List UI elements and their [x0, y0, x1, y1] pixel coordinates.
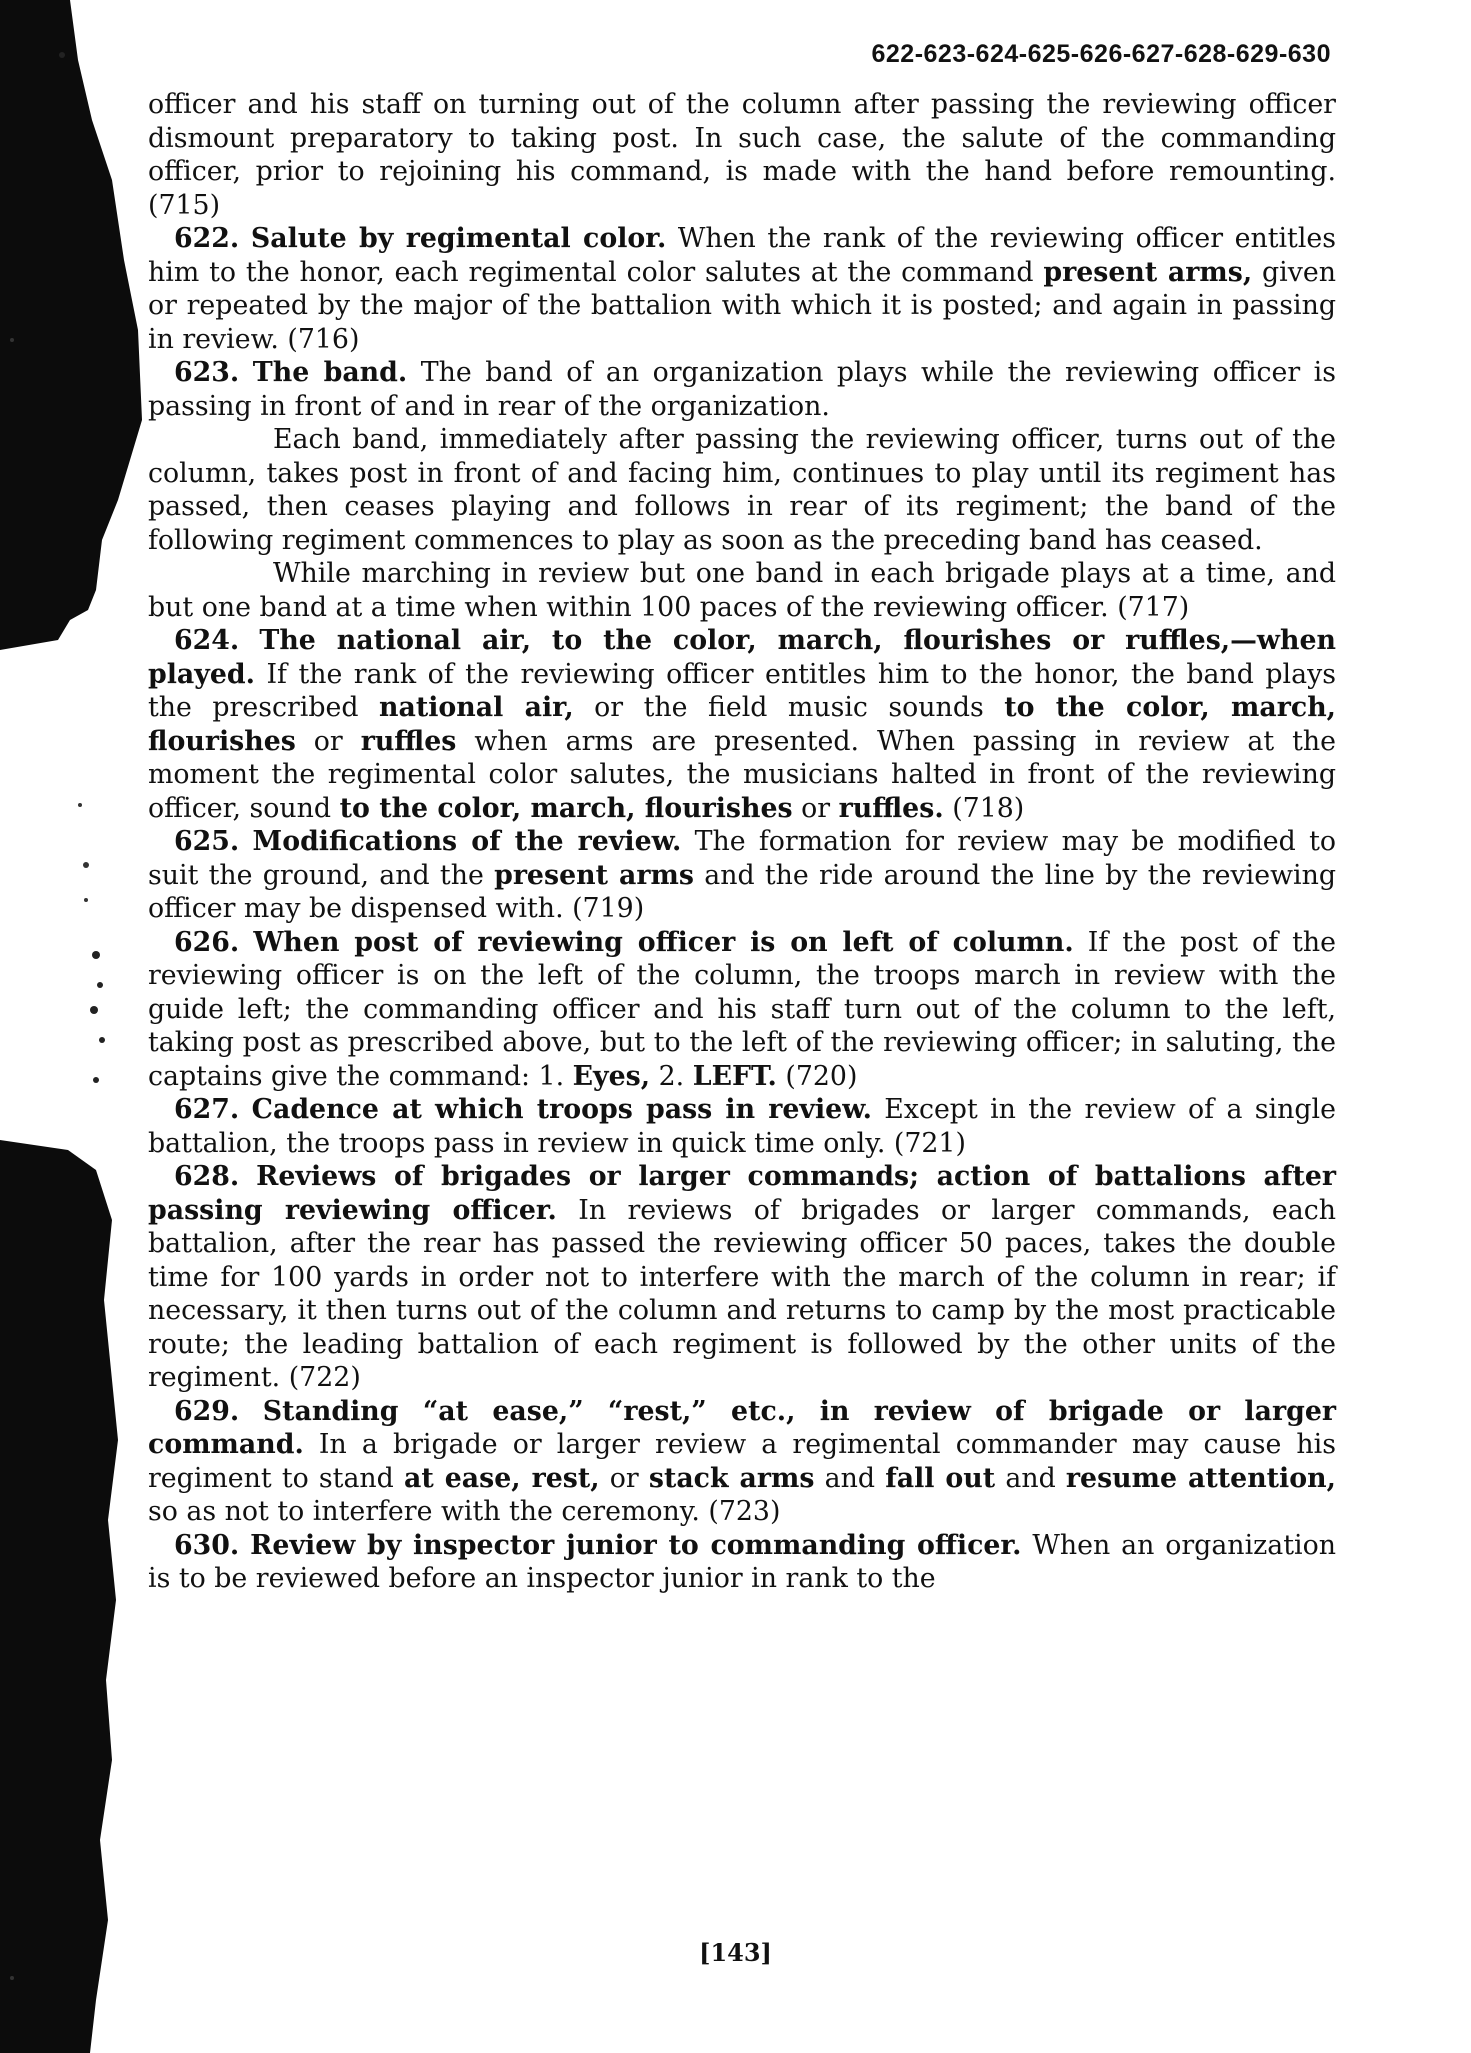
section-heading: Standing “at ease,” “rest,” etc., in review of brigade or larger command. — [148, 1395, 1336, 1460]
section-623-paragraph-2: Each band, immediately after passing the reviewing officer, turns out of the column, takes post in front of and facing him, continues to play until its regiment has passed, then ceases playing and follows in rear of its regiment; the band of the following regiment commences to play as soon as the preceding band has ceased. — [148, 424, 1336, 556]
section-heading: Review by inspector junior to commanding officer. — [250, 1529, 1022, 1561]
section-range-header: 622-623-624-625-626-627-628-629-630 — [871, 40, 1331, 68]
section-626: 626. When post of reviewing officer is on left of column. If the post of the reviewing officer is on the left of the column, the troops march in review with the guide left; the commanding officer and his staff turn out of the column to the left, taking post as prescribed above, but to the left of the reviewing officer; in saluting, the captains give the command: 1. Eyes, 2. LEFT. (720) — [148, 926, 1336, 1092]
section-heading: Modifications of the review. — [252, 826, 682, 857]
section-heading: When post of reviewing officer is on left of column. — [253, 926, 1074, 958]
page-number: [143] — [699, 1938, 772, 1967]
section-623-paragraph-3: While marching in review but one band in each brigade plays at a time, and but one band at a time when within 100 paces of the reviewing officer. (717) — [148, 558, 1336, 623]
section-heading: Salute by regimental color. — [250, 223, 667, 254]
section-heading: Cadence at which troops pass in review. — [251, 1094, 872, 1125]
continuation-paragraph: officer and his staff on turning out of the column after passing the reviewing officer dismount preparatory to taking post. In such case, the salute of the commanding officer, prior to rejoining his command, is made with the hand before remounting. (715) — [148, 89, 1336, 221]
body-text — [148, 88, 1336, 1596]
section-heading: The national air, to the color, march, flourishes or ruffles,—when played. — [148, 625, 1336, 690]
section-heading: Reviews of brigades or larger commands; action of battalions after passing reviewing officer. — [148, 1161, 1336, 1226]
section-627: 627. Cadence at which troops pass in review. Except in the review of a single battalion, the troops pass in review in quick time only. (721) — [148, 1094, 1336, 1159]
section-629: 629. Standing “at ease,” “rest,” etc., in review of brigade or larger command. In a brigade or larger review a regimental commander may cause his regiment to stand at ease, rest, or stack arms and fall out and resume attention, so as not to interfere with the ceremony. (723) — [148, 1395, 1336, 1527]
section-624: 624. The national air, to the color, march, flourishes or ruffles,—when played. If the rank of the reviewing officer entitles him to the honor, the band plays the prescribed national air, or the field music sounds to the color, march, flourishes or ruffles when arms are presented. When passing in review at the moment the regimental color salutes, the musicians halted in front of the reviewing officer, sound to the color, march, flourishes or ruffles. (718) — [148, 625, 1337, 824]
section-628: 628. Reviews of brigades or larger commands; action of battalions after passing reviewing officer. In reviews of brigades or larger commands, each battalion, after the rear has passed the reviewing officer 50 paces, takes the double time for 100 yards in order not to interfere with the march of the column in rear; if necessary, it then turns out of the column and returns to camp by the most practicable route; the leading battalion of each regiment is followed by the other units of the regiment. (722) — [148, 1161, 1336, 1393]
section-heading: The band. — [252, 357, 408, 388]
section-622: 622. Salute by regimental color. When the rank of the reviewing officer entitles him to the honor, each regimental color salutes at the command present arms, given or repeated by the major of the battalion with which it is posted; and again in passing in review. (716) — [148, 223, 1336, 355]
section-630: 630. Review by inspector junior to commanding officer. When an organization is to be reviewed before an inspector junior in rank to the — [148, 1529, 1336, 1594]
section-625: 625. Modifications of the review. The formation for review may be modified to suit the ground, and the present arms and the ride around the line by the reviewing officer may be dispensed with. (719) — [148, 826, 1336, 924]
section-623: 623. The band. The band of an organization plays while the reviewing officer is passing in front of and in rear of the organization. — [148, 357, 1336, 422]
